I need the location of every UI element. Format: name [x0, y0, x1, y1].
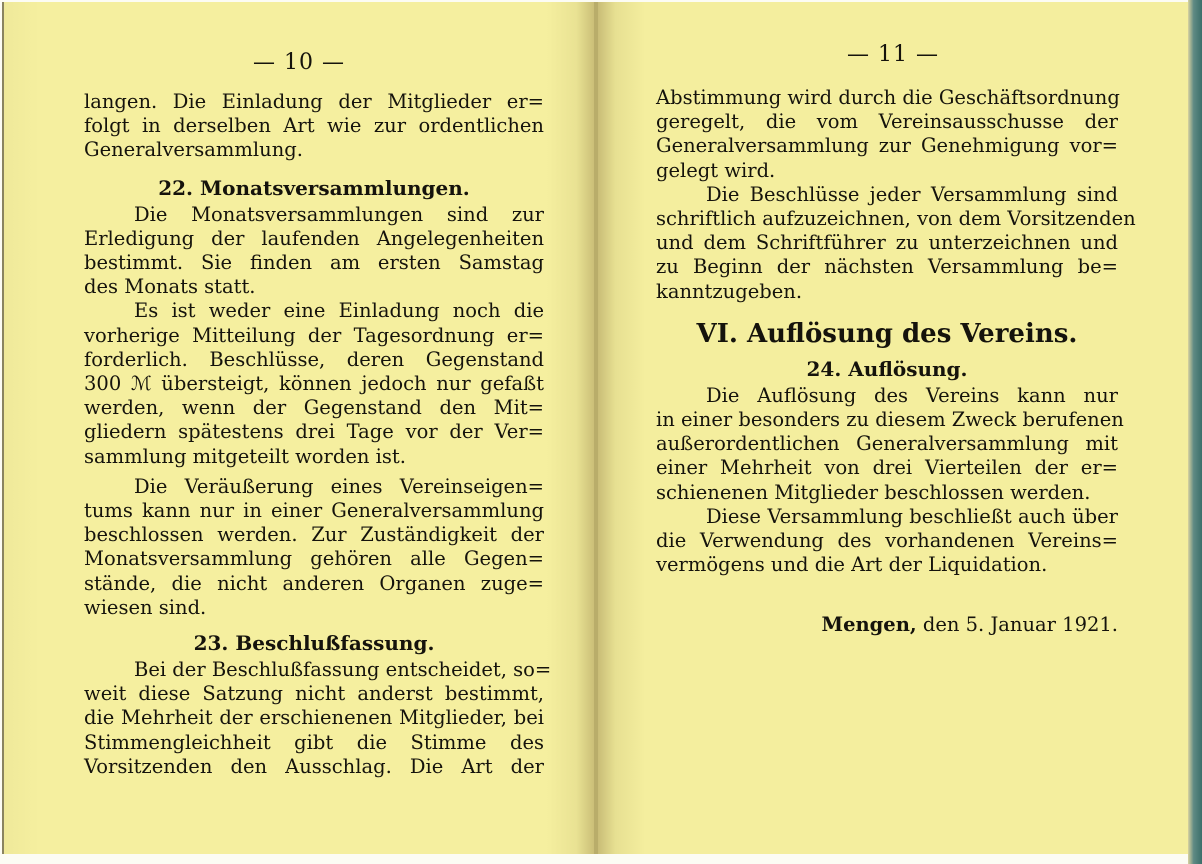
text-line: Monatsversammlung gehören alle Gegen= — [84, 547, 544, 571]
text-line: tums kann nur in einer Generalversammlung — [84, 499, 544, 523]
section-heading-22: 22. Monatsversammlungen. — [158, 175, 470, 200]
text-line: Stimmengleichheit gibt die Stimme des — [84, 730, 544, 754]
section-heading-24: 24. Auflösung. — [806, 356, 968, 381]
text-line: kanntzugeben. — [656, 279, 803, 303]
text-line: stände, die nicht anderen Organen zuge= — [84, 571, 544, 595]
text-line: weit diese Satzung nicht anderst bestimmt, — [84, 682, 544, 706]
text-line: bestimmt. Sie finden am ersten Samstag — [84, 251, 544, 275]
text-line: gliedern spätestens drei Tage vor der Ver= — [84, 420, 544, 444]
text-line: Vorsitzenden den Ausschlag. Die Art der — [84, 754, 544, 778]
left-page-body — [84, 90, 552, 779]
text-line: forderlich. Beschlüsse, deren Gegenstand — [84, 347, 544, 371]
text-line: Generalversammlung zur Genehmigung vor= — [656, 134, 1118, 158]
chapter-heading: VI. Auflösung des Vereins. — [696, 318, 1078, 349]
text-line: schriftlich aufzuzeichnen, von dem Vorsitzenden — [656, 207, 1136, 231]
text-line: Die Beschlüsse jeder Versammlung sind — [706, 182, 1118, 206]
text-line: Die Auflösung des Vereins kann nur — [706, 383, 1118, 407]
right-page — [598, 2, 1188, 854]
text-line: beschlossen werden. Zur Zuständigkeit der — [84, 523, 544, 547]
page-number-left: — 10 — — [253, 50, 345, 75]
text-line: 300 ℳ übersteigt, können jedoch nur gefaßt — [84, 372, 544, 396]
cover-edge — [1188, 0, 1202, 864]
text-line: sammlung mitgeteilt worden ist. — [84, 444, 406, 468]
text-line: Erledigung der laufenden Angelegenheiten — [84, 226, 544, 250]
text-line: geregelt, die vom Vereinsausschusse der — [656, 110, 1118, 134]
text-line: Diese Versammlung beschließt auch über — [706, 504, 1118, 528]
text-line: Abstimmung wird durch die Geschäftsordnung — [656, 86, 1120, 109]
text-line: gelegt wird. — [656, 158, 776, 182]
text-line: Generalversammlung. — [84, 138, 303, 162]
signature-place: Mengen, — [821, 613, 917, 637]
text-line: Die Veräußerung eines Vereinseigen= — [134, 474, 544, 498]
right-page-body — [656, 86, 1136, 638]
text-line: die Verwendung des vorhandenen Vereins= — [656, 529, 1118, 553]
signature-line — [656, 613, 1118, 637]
text-line: einer Mehrheit von drei Vierteilen der er= — [656, 456, 1118, 480]
text-line: langen. Die Einladung der Mitglieder er= — [84, 90, 544, 113]
text-line: wiesen sind. — [84, 595, 207, 619]
text-line: die Mehrheit der erschienenen Mitglieder, bei — [84, 706, 544, 730]
signature-date: den 5. Januar 1921. — [922, 613, 1118, 637]
page-number-right: — 11 — — [847, 42, 939, 67]
text-line: werden, wenn der Gegenstand den Mit= — [84, 396, 544, 420]
text-line: Die Monatsversammlungen sind zur — [134, 202, 544, 226]
text-line: außerordentlichen Generalversammlung mit — [656, 432, 1118, 456]
text-line: vermögens und die Art der Liquidation. — [656, 553, 1048, 577]
section-heading-23: 23. Beschlußfassung. — [193, 631, 435, 656]
text-line: Es ist weder eine Einladung noch die — [134, 299, 544, 323]
text-line: Bei der Beschlußfassung entscheidet, so= — [134, 658, 552, 682]
text-line: des Monats statt. — [84, 275, 256, 299]
text-line: in einer besonders zu diesem Zweck berufenen — [656, 408, 1124, 432]
text-line: und dem Schriftführer zu unterzeichnen und — [656, 231, 1118, 255]
text-line: schienenen Mitglieder beschlossen werden. — [656, 480, 1091, 504]
text-line: zu Beginn der nächsten Versammlung be= — [656, 255, 1118, 279]
left-page — [2, 2, 594, 854]
text-line: vorherige Mitteilung der Tagesordnung er= — [84, 323, 544, 347]
text-line: folgt in derselben Art wie zur ordentlichen — [84, 114, 544, 138]
